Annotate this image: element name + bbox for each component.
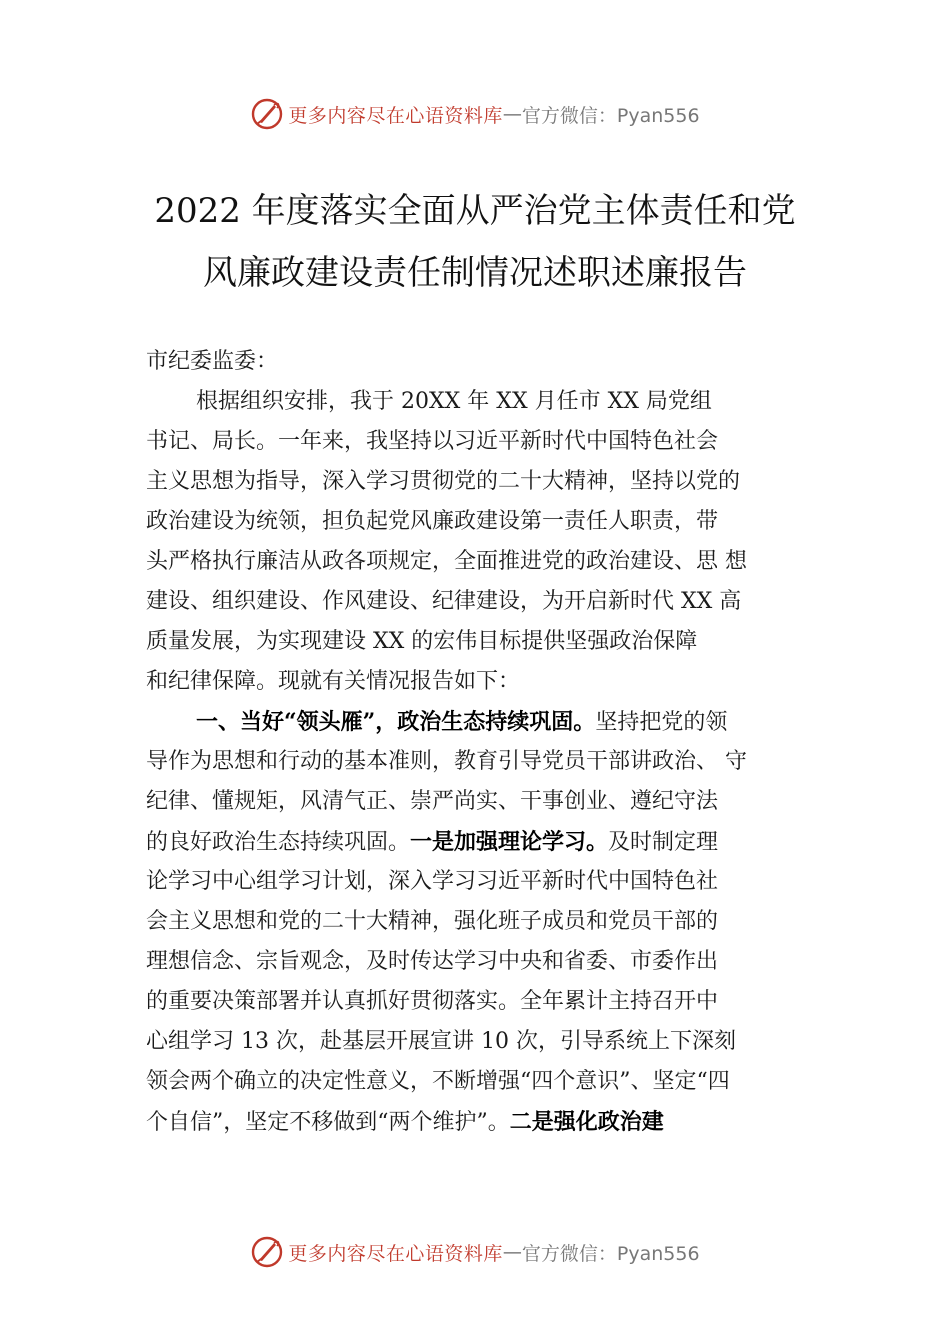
section-1-last-line (146, 1102, 826, 1142)
section-1-heading: 一、当好“领头雁”，政治生态持续巩固。 (196, 709, 596, 735)
section-1-text: 及时制定理 (608, 830, 719, 855)
banner-brand-text: 更多内容尽在心语资料库 (288, 1242, 503, 1265)
banner-separator: — (502, 103, 522, 125)
section-1-first-line (146, 702, 826, 742)
paragraph-line: 书记、局长。一年来，我坚持以习近平新时代中国特色社会 (146, 429, 719, 454)
paragraph-line: 心组学习 13 次，赴基层开展宣讲 10 次，引导系统上下深刻 (146, 1029, 736, 1054)
banner-wechat-text: 官方微信：Pyan556 (521, 1242, 700, 1265)
section-1-text: 个自信”，坚定不移做到“两个维护”。 (146, 1110, 510, 1135)
paragraph-line: 导作为思想和行动的基本准则，教育引导党员干部讲政治、 守 (146, 749, 747, 774)
paragraph-line: 领会两个确立的决定性意义，不断增强“四个意识”、坚定“四 (146, 1069, 730, 1094)
point-2-heading: 二是强化政治建 (509, 1109, 664, 1135)
paragraph-line: 根据组织安排，我于 20XX 年 XX 月任市 XX 局党组 (196, 389, 712, 414)
title-line-1: 2022 年度落实全面从严治党主体责任和党 (154, 191, 796, 231)
paragraph-line: 会主义思想和党的二十大精神，强化班子成员和党员干部的 (146, 909, 719, 934)
document-title (120, 180, 830, 304)
document-body (146, 342, 826, 1142)
paragraph-line: 政治建设为统领，担负起党风廉政建设第一责任人职责，带 (146, 509, 719, 534)
paragraph-line: 论学习中心组学习计划，深入学习习近平新时代中国特色社 (146, 869, 719, 894)
banner-wechat-text: 官方微信：Pyan556 (521, 104, 700, 127)
footer-banner (0, 1232, 950, 1272)
paragraph-line: 主义思想为指导，深入学习贯彻党的二十大精神，坚持以党的 (146, 469, 741, 494)
paragraph-line: 的重要决策部署并认真抓好贯彻落实。全年累计主持召开中 (146, 989, 719, 1014)
section-1-line-4 (146, 822, 826, 862)
header-banner (0, 94, 950, 134)
title-line-2: 风廉政建设责任制情况述职述廉报告 (203, 253, 747, 293)
paragraph-line: 建设、组织建设、作风建设、纪律建设，为开启新时代 XX 高 (146, 589, 742, 614)
paragraph-line: 质量发展，为实现建设 XX 的宏伟目标提供坚强政治保障 (146, 629, 698, 654)
paragraph-line: 纪律、懂规矩，风清气正、崇严尚实、干事创业、遵纪守法 (146, 789, 719, 814)
banner-brand-text: 更多内容尽在心语资料库 (288, 104, 503, 127)
quill-logo-icon (250, 97, 284, 131)
paragraph-line: 头严格执行廉洁从政各项规定，全面推进党的政治建设、思 想 (146, 549, 747, 574)
salutation: 市纪委监委： (146, 349, 279, 374)
point-1-heading: 一是加强理论学习。 (410, 829, 609, 855)
quill-logo-icon (250, 1235, 284, 1269)
paragraph-line: 和纪律保障。现就有关情况报告如下： (146, 669, 521, 694)
section-1-text: 的良好政治生态持续巩固。 (146, 830, 411, 855)
banner-separator: — (502, 1241, 522, 1263)
section-1-text: 坚持把党的领 (595, 710, 728, 735)
paragraph-line: 理想信念、宗旨观念，及时传达学习中央和省委、市委作出 (146, 949, 719, 974)
